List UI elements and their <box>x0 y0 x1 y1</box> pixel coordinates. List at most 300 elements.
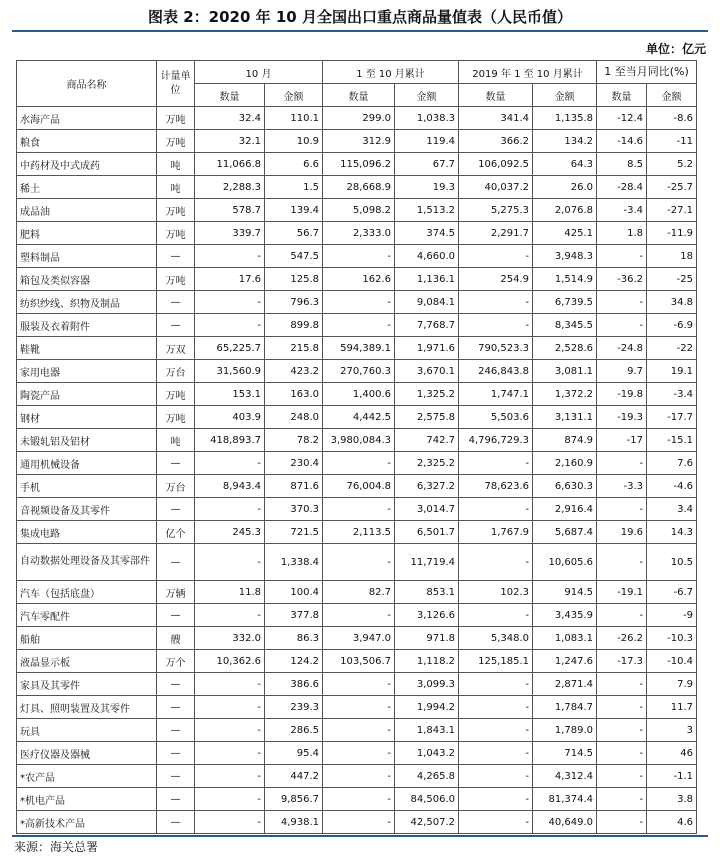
row-value-cell: 578.7 <box>195 199 265 222</box>
row-value-cell: 110.1 <box>265 107 323 130</box>
table-row <box>17 544 697 581</box>
row-value-cell: 32.1 <box>195 130 265 153</box>
row-value-cell: -8.6 <box>647 107 697 130</box>
row-value-cell: 2,291.7 <box>459 222 533 245</box>
row-value-cell: - <box>323 742 395 765</box>
row-name-cell: 灯具、照明装置及其零件 <box>17 696 157 719</box>
row-value-cell: - <box>195 604 265 627</box>
row-value-cell: - <box>195 291 265 314</box>
row-value-cell: -19.1 <box>597 581 647 604</box>
row-value-cell: 119.4 <box>395 130 459 153</box>
row-value-cell: - <box>195 765 265 788</box>
row-value-cell: - <box>597 291 647 314</box>
row-value-cell: - <box>323 719 395 742</box>
row-value-cell: - <box>323 291 395 314</box>
row-value-cell: 594,389.1 <box>323 337 395 360</box>
row-unit-cell: 万双 <box>157 337 195 360</box>
row-name-cell: 纺织纱线、织物及制品 <box>17 291 157 314</box>
row-value-cell: 286.5 <box>265 719 323 742</box>
row-value-cell: 3,126.6 <box>395 604 459 627</box>
row-value-cell: - <box>597 788 647 811</box>
row-value-cell: 248.0 <box>265 406 323 429</box>
table-row <box>17 650 697 673</box>
row-value-cell: 3,435.9 <box>533 604 597 627</box>
row-value-cell: 721.5 <box>265 521 323 544</box>
row-value-cell: - <box>195 245 265 268</box>
row-unit-cell: — <box>157 544 195 581</box>
row-value-cell: 1,338.4 <box>265 544 323 581</box>
row-value-cell: - <box>459 498 533 521</box>
row-name-cell: *机电产品 <box>17 788 157 811</box>
row-value-cell: - <box>323 498 395 521</box>
row-value-cell: - <box>323 604 395 627</box>
row-value-cell: 246,843.8 <box>459 360 533 383</box>
row-value-cell: -6.7 <box>647 581 697 604</box>
row-value-cell: 423.2 <box>265 360 323 383</box>
row-unit-cell: 万吨 <box>157 222 195 245</box>
header-qty: 数量 <box>195 84 265 107</box>
row-value-cell: - <box>459 719 533 742</box>
row-value-cell: - <box>195 811 265 834</box>
row-value-cell: - <box>597 544 647 581</box>
row-value-cell: -28.4 <box>597 176 647 199</box>
row-value-cell: 1,971.6 <box>395 337 459 360</box>
row-unit-cell: 万吨 <box>157 406 195 429</box>
row-name-cell: 集成电路 <box>17 521 157 544</box>
row-value-cell: 3,948.3 <box>533 245 597 268</box>
row-value-cell: - <box>195 742 265 765</box>
row-value-cell: 8.5 <box>597 153 647 176</box>
row-unit-cell: 万台 <box>157 360 195 383</box>
row-value-cell: 9,856.7 <box>265 788 323 811</box>
row-value-cell: - <box>195 498 265 521</box>
row-value-cell: 11.8 <box>195 581 265 604</box>
row-value-cell: - <box>323 696 395 719</box>
row-value-cell: 742.7 <box>395 429 459 452</box>
table-row <box>17 811 697 834</box>
table-row <box>17 673 697 696</box>
row-name-cell: 家具及其零件 <box>17 673 157 696</box>
table-row <box>17 268 697 291</box>
row-value-cell: 1,400.6 <box>323 383 395 406</box>
row-value-cell: 19.6 <box>597 521 647 544</box>
row-value-cell: 5,275.3 <box>459 199 533 222</box>
row-value-cell: 899.8 <box>265 314 323 337</box>
row-value-cell: 163.0 <box>265 383 323 406</box>
row-value-cell: 5,687.4 <box>533 521 597 544</box>
footer-rule <box>12 835 708 837</box>
row-unit-cell: — <box>157 719 195 742</box>
table-row <box>17 696 697 719</box>
row-value-cell: 40,649.0 <box>533 811 597 834</box>
row-value-cell: - <box>323 245 395 268</box>
row-value-cell: 1,789.0 <box>533 719 597 742</box>
row-value-cell: 40,037.2 <box>459 176 533 199</box>
row-value-cell: -3.3 <box>597 475 647 498</box>
table-row <box>17 222 697 245</box>
row-value-cell: - <box>597 719 647 742</box>
row-value-cell: 162.6 <box>323 268 395 291</box>
table-row <box>17 627 697 650</box>
row-value-cell: 95.4 <box>265 742 323 765</box>
table-row <box>17 604 697 627</box>
table-row <box>17 742 697 765</box>
row-value-cell: 9.7 <box>597 360 647 383</box>
header-amt: 金额 <box>265 84 323 107</box>
row-value-cell: - <box>459 291 533 314</box>
row-value-cell: 1,767.9 <box>459 521 533 544</box>
row-value-cell: - <box>459 452 533 475</box>
row-value-cell: 9,084.1 <box>395 291 459 314</box>
row-value-cell: - <box>323 314 395 337</box>
row-value-cell: 790,523.3 <box>459 337 533 360</box>
row-value-cell: 7.6 <box>647 452 697 475</box>
table-row <box>17 788 697 811</box>
table-row <box>17 429 697 452</box>
row-name-cell: 粮食 <box>17 130 157 153</box>
row-value-cell: - <box>597 604 647 627</box>
row-unit-cell: 万吨 <box>157 107 195 130</box>
row-value-cell: - <box>597 673 647 696</box>
row-unit-cell: 万个 <box>157 650 195 673</box>
row-value-cell: 341.4 <box>459 107 533 130</box>
row-name-cell: 医疗仪器及器械 <box>17 742 157 765</box>
row-value-cell: -17.7 <box>647 406 697 429</box>
row-value-cell: 7.9 <box>647 673 697 696</box>
row-value-cell: - <box>459 696 533 719</box>
row-value-cell: 403.9 <box>195 406 265 429</box>
row-value-cell: 4,938.1 <box>265 811 323 834</box>
header-qty: 数量 <box>323 84 395 107</box>
table-body <box>17 107 697 834</box>
row-value-cell: - <box>459 788 533 811</box>
row-value-cell: 1,136.1 <box>395 268 459 291</box>
table-row <box>17 176 697 199</box>
row-value-cell: 254.9 <box>459 268 533 291</box>
row-name-cell: 钢材 <box>17 406 157 429</box>
row-value-cell: 6,501.7 <box>395 521 459 544</box>
row-unit-cell: — <box>157 696 195 719</box>
row-value-cell: 18 <box>647 245 697 268</box>
table-row <box>17 153 697 176</box>
row-value-cell: 64.3 <box>533 153 597 176</box>
row-name-cell: 汽车（包括底盘） <box>17 581 157 604</box>
row-value-cell: 871.6 <box>265 475 323 498</box>
row-value-cell: 1,043.2 <box>395 742 459 765</box>
row-value-cell: - <box>459 765 533 788</box>
row-value-cell: 714.5 <box>533 742 597 765</box>
row-name-cell: 箱包及类似容器 <box>17 268 157 291</box>
row-value-cell: 312.9 <box>323 130 395 153</box>
row-name-cell: 船舶 <box>17 627 157 650</box>
row-value-cell: - <box>597 498 647 521</box>
row-value-cell: 914.5 <box>533 581 597 604</box>
row-value-cell: 125,185.1 <box>459 650 533 673</box>
row-name-cell: *农产品 <box>17 765 157 788</box>
row-value-cell: -25 <box>647 268 697 291</box>
row-value-cell: - <box>597 696 647 719</box>
row-name-cell: 液晶显示板 <box>17 650 157 673</box>
row-value-cell: 1,118.2 <box>395 650 459 673</box>
row-name-cell: 汽车零配件 <box>17 604 157 627</box>
row-value-cell: 139.4 <box>265 199 323 222</box>
row-value-cell: 215.8 <box>265 337 323 360</box>
row-value-cell: -26.2 <box>597 627 647 650</box>
table-row <box>17 130 697 153</box>
row-value-cell: 5.2 <box>647 153 697 176</box>
row-value-cell: 1,135.8 <box>533 107 597 130</box>
source-note: 来源：海关总署 <box>14 840 99 854</box>
row-value-cell: 4,796,729.3 <box>459 429 533 452</box>
row-value-cell: 971.8 <box>395 627 459 650</box>
row-value-cell: 56.7 <box>265 222 323 245</box>
row-value-cell: 17.6 <box>195 268 265 291</box>
row-name-cell: 塑料制品 <box>17 245 157 268</box>
row-value-cell: -19.3 <box>597 406 647 429</box>
row-value-cell: - <box>195 719 265 742</box>
row-value-cell: - <box>323 765 395 788</box>
row-value-cell: 3,099.3 <box>395 673 459 696</box>
row-name-cell: 稀土 <box>17 176 157 199</box>
row-value-cell: 853.1 <box>395 581 459 604</box>
row-value-cell: 796.3 <box>265 291 323 314</box>
row-value-cell: 1,513.2 <box>395 199 459 222</box>
row-value-cell: 2,288.3 <box>195 176 265 199</box>
header-yoy: 1 至当月同比(%) <box>597 61 697 84</box>
row-value-cell: 8,943.4 <box>195 475 265 498</box>
row-value-cell: -10.3 <box>647 627 697 650</box>
row-value-cell: 1,747.1 <box>459 383 533 406</box>
row-value-cell: 874.9 <box>533 429 597 452</box>
row-unit-cell: 吨 <box>157 153 195 176</box>
row-value-cell: - <box>459 604 533 627</box>
row-value-cell: 4,442.5 <box>323 406 395 429</box>
row-value-cell: 4,660.0 <box>395 245 459 268</box>
row-value-cell: 2,113.5 <box>323 521 395 544</box>
row-value-cell: 67.7 <box>395 153 459 176</box>
row-value-cell: 386.6 <box>265 673 323 696</box>
row-unit-cell: — <box>157 673 195 696</box>
row-name-cell: 手机 <box>17 475 157 498</box>
row-value-cell: 366.2 <box>459 130 533 153</box>
row-value-cell: 32.4 <box>195 107 265 130</box>
row-value-cell: -6.9 <box>647 314 697 337</box>
row-value-cell: 124.2 <box>265 650 323 673</box>
row-value-cell: 1,325.2 <box>395 383 459 406</box>
row-value-cell: 1,994.2 <box>395 696 459 719</box>
page-title: 图表 2：2020 年 10 月全国出口重点商品量值表（人民币值） <box>148 8 572 26</box>
table-row <box>17 521 697 544</box>
row-value-cell: 3.4 <box>647 498 697 521</box>
table-row <box>17 383 697 406</box>
row-value-cell: - <box>597 245 647 268</box>
row-value-cell: 134.2 <box>533 130 597 153</box>
row-value-cell: -14.6 <box>597 130 647 153</box>
table-row <box>17 360 697 383</box>
row-value-cell: 78.2 <box>265 429 323 452</box>
row-name-cell: 音视频设备及其零件 <box>17 498 157 521</box>
row-value-cell: 5,348.0 <box>459 627 533 650</box>
header-prev: 2019 年 1 至 10 月累计 <box>459 61 597 84</box>
row-value-cell: -3.4 <box>647 383 697 406</box>
row-unit-cell: — <box>157 314 195 337</box>
row-value-cell: 46 <box>647 742 697 765</box>
row-unit-cell: 万台 <box>157 475 195 498</box>
row-value-cell: 103,506.7 <box>323 650 395 673</box>
row-value-cell: 332.0 <box>195 627 265 650</box>
row-value-cell: 2,333.0 <box>323 222 395 245</box>
row-value-cell: 6,739.5 <box>533 291 597 314</box>
row-value-cell: -25.7 <box>647 176 697 199</box>
row-value-cell: 3,081.1 <box>533 360 597 383</box>
row-value-cell: 100.4 <box>265 581 323 604</box>
row-value-cell: 3,014.7 <box>395 498 459 521</box>
row-value-cell: 65,225.7 <box>195 337 265 360</box>
row-unit-cell: 艘 <box>157 627 195 650</box>
row-value-cell: 3,131.1 <box>533 406 597 429</box>
row-value-cell: 377.8 <box>265 604 323 627</box>
row-value-cell: 425.1 <box>533 222 597 245</box>
row-value-cell: 7,768.7 <box>395 314 459 337</box>
row-value-cell: 3 <box>647 719 697 742</box>
row-value-cell: 78,623.6 <box>459 475 533 498</box>
row-name-cell: *高新技术产品 <box>17 811 157 834</box>
row-value-cell: - <box>597 765 647 788</box>
row-name-cell: 中药材及中式成药 <box>17 153 157 176</box>
table-row <box>17 337 697 360</box>
row-name-cell: 通用机械设备 <box>17 452 157 475</box>
row-value-cell: 31,560.9 <box>195 360 265 383</box>
row-value-cell: 102.3 <box>459 581 533 604</box>
row-unit-cell: 万辆 <box>157 581 195 604</box>
header-ytd: 1 至 10 月累计 <box>323 61 459 84</box>
table-row <box>17 199 697 222</box>
row-value-cell: 2,528.6 <box>533 337 597 360</box>
row-value-cell: 8,345.5 <box>533 314 597 337</box>
row-value-cell: -9 <box>647 604 697 627</box>
row-value-cell: 1,247.6 <box>533 650 597 673</box>
row-value-cell: 106,092.5 <box>459 153 533 176</box>
row-value-cell: - <box>459 742 533 765</box>
row-value-cell: 1.5 <box>265 176 323 199</box>
row-unit-cell: 吨 <box>157 429 195 452</box>
export-table <box>16 60 697 834</box>
row-value-cell: 115,096.2 <box>323 153 395 176</box>
row-value-cell: 14.3 <box>647 521 697 544</box>
row-value-cell: 1,784.7 <box>533 696 597 719</box>
unit-label: 单位：亿元 <box>645 42 706 56</box>
row-value-cell: 28,668.9 <box>323 176 395 199</box>
row-value-cell: 5,503.6 <box>459 406 533 429</box>
row-value-cell: - <box>459 245 533 268</box>
row-value-cell: 84,506.0 <box>395 788 459 811</box>
row-value-cell: 374.5 <box>395 222 459 245</box>
row-value-cell: 3,947.0 <box>323 627 395 650</box>
row-value-cell: 19.3 <box>395 176 459 199</box>
header-amt: 金额 <box>647 84 697 107</box>
header-qty: 数量 <box>597 84 647 107</box>
row-value-cell: 81,374.4 <box>533 788 597 811</box>
row-unit-cell: — <box>157 291 195 314</box>
row-value-cell: 6,630.3 <box>533 475 597 498</box>
row-value-cell: - <box>597 314 647 337</box>
row-name-cell: 陶瓷产品 <box>17 383 157 406</box>
table-row <box>17 581 697 604</box>
row-value-cell: 270,760.3 <box>323 360 395 383</box>
row-value-cell: - <box>195 788 265 811</box>
row-value-cell: 245.3 <box>195 521 265 544</box>
row-value-cell: -36.2 <box>597 268 647 291</box>
row-value-cell: - <box>195 673 265 696</box>
row-unit-cell: — <box>157 765 195 788</box>
row-value-cell: -11.9 <box>647 222 697 245</box>
row-value-cell: 10,362.6 <box>195 650 265 673</box>
row-unit-cell: 万吨 <box>157 383 195 406</box>
row-value-cell: -27.1 <box>647 199 697 222</box>
header-name: 商品名称 <box>17 61 157 107</box>
row-value-cell: 1.8 <box>597 222 647 245</box>
row-value-cell: 125.8 <box>265 268 323 291</box>
row-value-cell: - <box>597 452 647 475</box>
row-value-cell: - <box>323 544 395 581</box>
table-row <box>17 245 697 268</box>
row-value-cell: -4.6 <box>647 475 697 498</box>
row-value-cell: 10,605.6 <box>533 544 597 581</box>
row-unit-cell: — <box>157 498 195 521</box>
row-value-cell: 82.7 <box>323 581 395 604</box>
row-value-cell: 10.5 <box>647 544 697 581</box>
row-value-cell: 3,980,084.3 <box>323 429 395 452</box>
row-value-cell: - <box>195 314 265 337</box>
row-value-cell: 11.7 <box>647 696 697 719</box>
row-value-cell: 11,719.4 <box>395 544 459 581</box>
row-value-cell: 2,871.4 <box>533 673 597 696</box>
row-value-cell: 239.3 <box>265 696 323 719</box>
row-value-cell: 299.0 <box>323 107 395 130</box>
row-value-cell: 76,004.8 <box>323 475 395 498</box>
row-value-cell: 1,843.1 <box>395 719 459 742</box>
row-value-cell: 339.7 <box>195 222 265 245</box>
row-unit-cell: — <box>157 245 195 268</box>
row-name-cell: 肥料 <box>17 222 157 245</box>
title-rule-top <box>12 30 708 32</box>
header-unit: 计量单位 <box>157 61 195 107</box>
row-unit-cell: — <box>157 788 195 811</box>
row-value-cell: -1.1 <box>647 765 697 788</box>
row-value-cell: 6.6 <box>265 153 323 176</box>
row-value-cell: 86.3 <box>265 627 323 650</box>
row-value-cell: 10.9 <box>265 130 323 153</box>
row-value-cell: -11 <box>647 130 697 153</box>
row-value-cell: 3,670.1 <box>395 360 459 383</box>
row-name-cell: 鞋靴 <box>17 337 157 360</box>
table-row <box>17 107 697 130</box>
row-value-cell: 1,083.1 <box>533 627 597 650</box>
row-value-cell: - <box>459 673 533 696</box>
table-row <box>17 765 697 788</box>
row-name-cell: 家用电器 <box>17 360 157 383</box>
row-value-cell: - <box>323 811 395 834</box>
row-name-cell: 服装及衣着附件 <box>17 314 157 337</box>
row-name-cell: 水海产品 <box>17 107 157 130</box>
row-unit-cell: 万吨 <box>157 130 195 153</box>
row-name-cell: 玩具 <box>17 719 157 742</box>
row-value-cell: 153.1 <box>195 383 265 406</box>
row-name-cell: 成品油 <box>17 199 157 222</box>
row-value-cell: - <box>459 811 533 834</box>
row-value-cell: - <box>195 452 265 475</box>
header-oct: 10 月 <box>195 61 323 84</box>
